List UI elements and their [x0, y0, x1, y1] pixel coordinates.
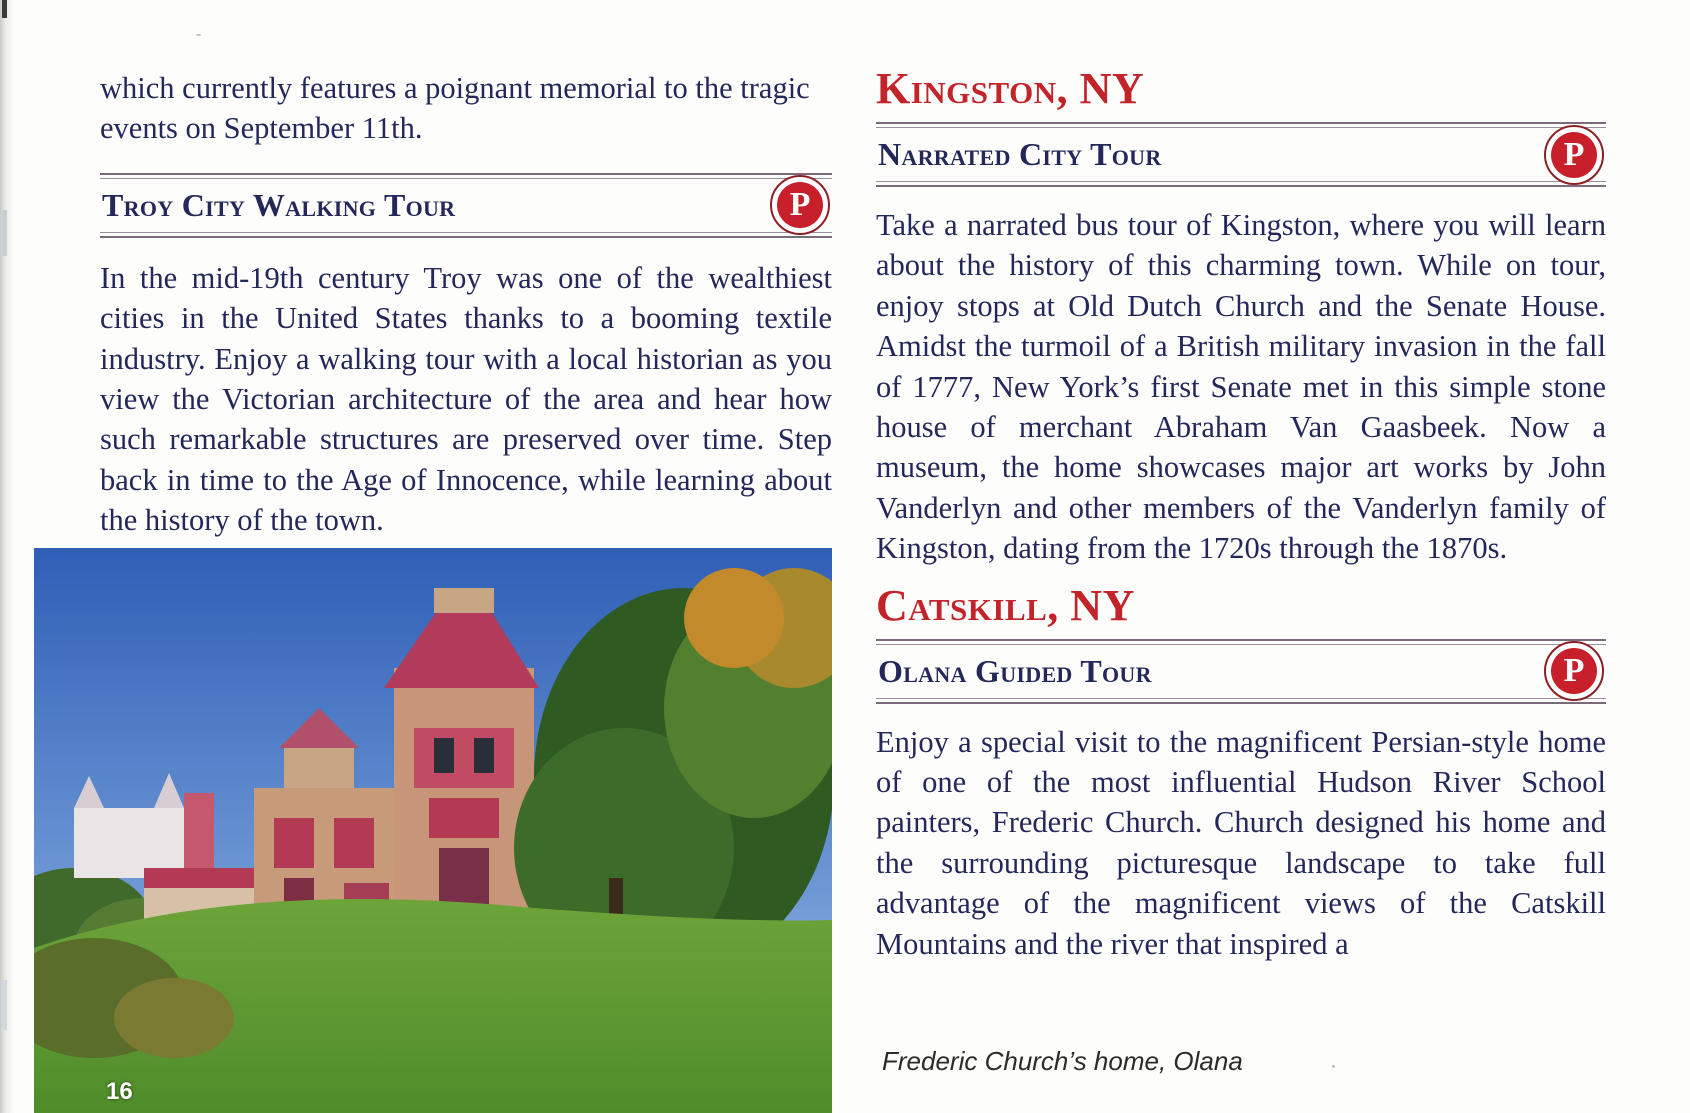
- paper-speck: [196, 34, 201, 36]
- edge-strip: [2, 980, 7, 1030]
- right-column: [876, 62, 1606, 964]
- catskill-tour-description: Enjoy a special visit to the magnificent Persian-style home of one of the most influential Hudson River School painters, Frederic Church. Church designed his home and the surrounding picturesque landscape to take full advantage of the magnificent views of the Catskill Mountains and the river that inspired a: [876, 724, 1606, 961]
- olana-mansion-photo: [34, 548, 832, 1113]
- catskill-tour-title: Olana Guided Tour: [878, 652, 1152, 689]
- troy-tour-description: In the mid-19th century Troy was one of the wealthiest cities in the United States thanks to a booming textile industry. Enjoy a walking tour with a local historian as you view the Victorian architecture of the area and hear how such remarkable structures are preserved over time. Step back in time to the Age of Innocence, while learning about the history of the town.: [100, 260, 832, 538]
- kingston-tour-title: Narrated City Tour: [878, 136, 1162, 172]
- kingston-tour-header: [876, 122, 1606, 187]
- kingston-city-title: Kingston, NY: [876, 64, 1145, 113]
- p-badge-icon: [770, 175, 830, 235]
- p-badge-icon: [1544, 125, 1604, 185]
- catskill-tour-header: [876, 639, 1606, 704]
- p-badge-letter: P: [1551, 648, 1597, 694]
- paper-speck: [1332, 1065, 1335, 1068]
- troy-tour-header: [100, 173, 832, 238]
- troy-tour-title: Troy City Walking Tour: [102, 186, 456, 223]
- edge-mark: [2, 0, 7, 18]
- intro-text: which currently features a poignant memorial to the tragic events on September 11th.: [100, 71, 810, 146]
- edge-strip: [2, 210, 7, 256]
- p-badge-icon: [1544, 641, 1604, 701]
- page-edge: [0, 0, 16, 1113]
- catskill-city-title: Catskill, NY: [876, 580, 1135, 630]
- p-badge-letter: P: [777, 182, 823, 228]
- left-column: [100, 68, 832, 541]
- p-badge-letter: P: [1551, 132, 1597, 178]
- page-number: 16: [106, 1078, 133, 1105]
- kingston-tour-description: Take a narrated bus tour of Kingston, where you will learn about the history of this charming town. While on tour, enjoy stops at Old Dutch Church and the Senate House. Amidst the turmoil of a British military invasion in the fall of 1777, New York’s first Senate met in this simple stone house of merchant Abraham Van Gaasbeek. Now a museum, the home showcases major art works by John Vanderlyn and other members of the Vanderlyn family of Kingston, dating from the 1720s through the 1870s.: [876, 208, 1606, 566]
- photo-caption: Frederic Church’s home, Olana: [882, 1046, 1243, 1076]
